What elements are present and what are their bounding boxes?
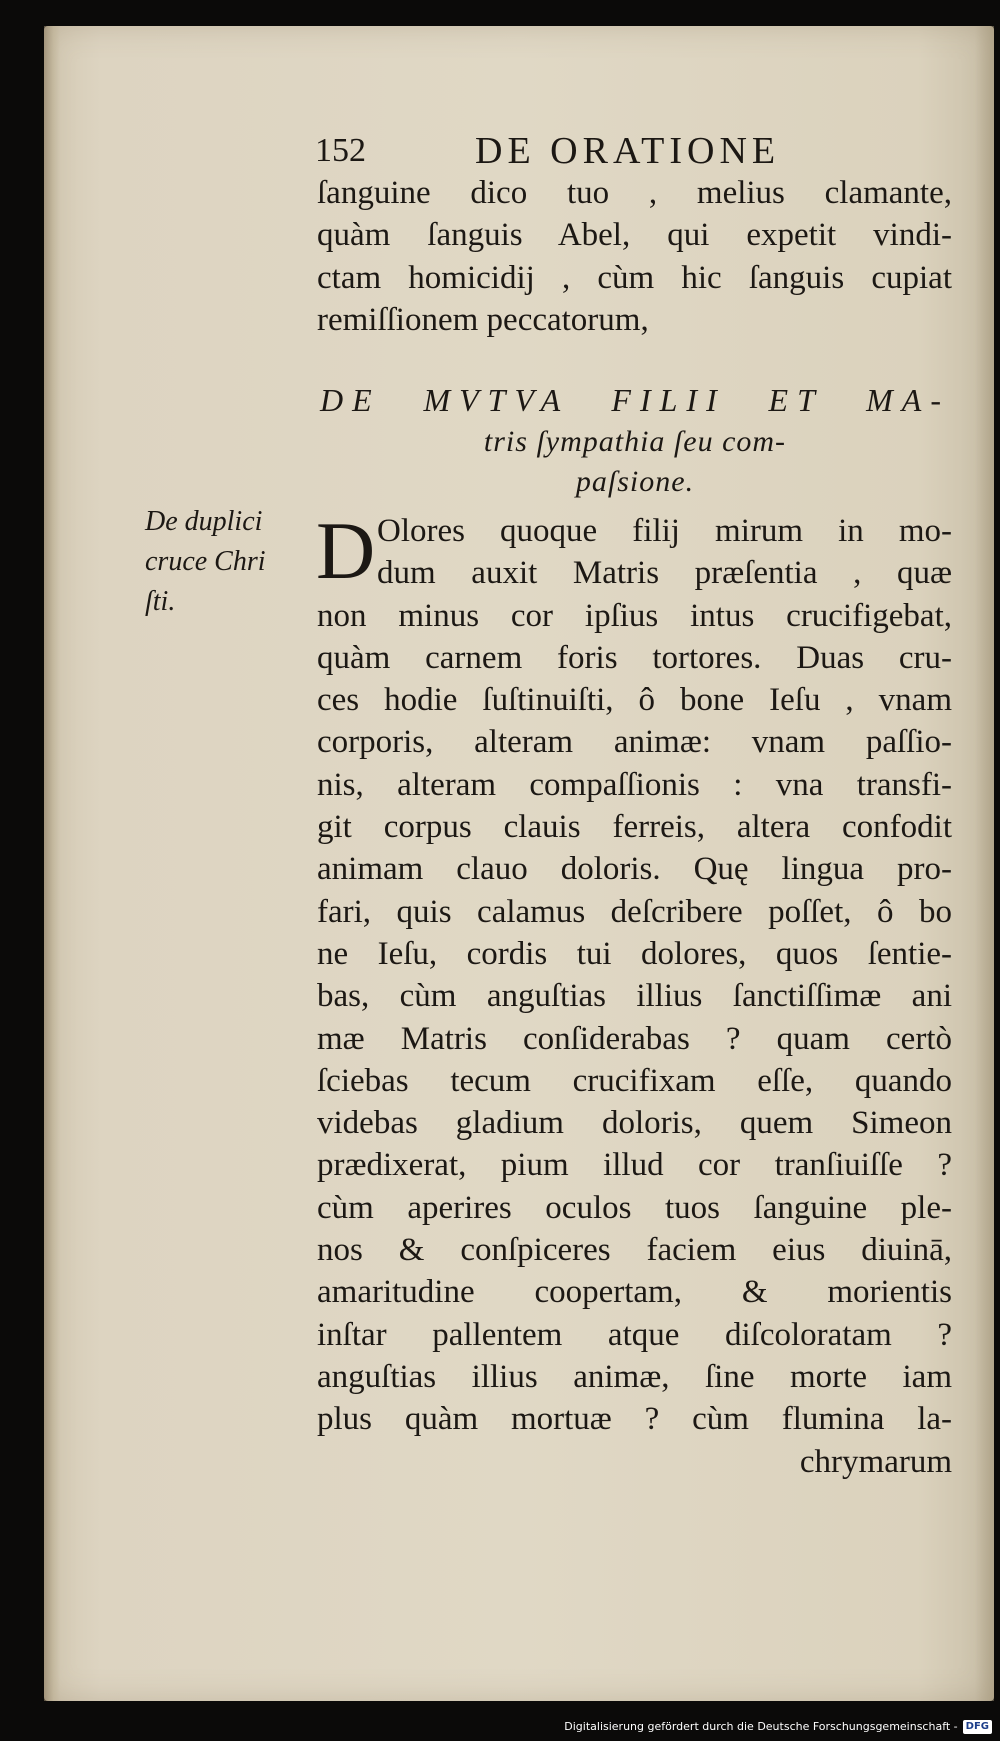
text-line: ces hodie ſuſtinuiſti, ô bone Ieſu , vnam bbox=[317, 682, 952, 719]
margin-note bbox=[145, 502, 305, 622]
text-line: dum auxit Matris præſentia , quæ bbox=[377, 555, 952, 592]
text-line: quàm carnem foris tortores. Duas cru- bbox=[317, 639, 952, 676]
dfg-logo: DFG bbox=[963, 1720, 992, 1734]
catchword: chrymarum bbox=[799, 1443, 952, 1480]
text-line: ne Ieſu, cordis tui dolores, quos ſentie- bbox=[317, 935, 952, 972]
text-line: git corpus clauis ferreis, altera confodit bbox=[317, 809, 952, 846]
funding-credit-text: Digitalisierung gefördert durch die Deutsche Forschungsgemeinschaft - bbox=[564, 1720, 958, 1733]
body-text-main bbox=[316, 505, 952, 1483]
page-right-edge-shading bbox=[975, 26, 994, 1701]
section-heading-line: tris ſympathia ſeu com- bbox=[483, 425, 787, 458]
text-line: prædixerat, pium illud cor tranſiuiſſe ? bbox=[317, 1147, 952, 1184]
margin-note-line: ſti. bbox=[145, 586, 176, 617]
text-line: ſanguine dico tuo , melius clamante, bbox=[317, 175, 952, 211]
page-header bbox=[315, 128, 855, 174]
text-line: amaritudine coopertam, & morientis bbox=[317, 1274, 952, 1311]
text-line: anguſtias illius animæ, ſine morte iam bbox=[317, 1358, 952, 1395]
section-heading-line: DE MVTVA FILII ET MA- bbox=[320, 382, 950, 418]
text-line: quàm ſanguis Abel, qui expetit vindi- bbox=[317, 217, 952, 254]
text-line: mæ Matris conſiderabas ? quam certò bbox=[317, 1020, 952, 1057]
text-line: plus quàm mortuæ ? cùm flumina la- bbox=[317, 1401, 952, 1438]
text-line: videbas gladium doloris, quem Simeon bbox=[317, 1105, 952, 1142]
section-heading-line: paſsione. bbox=[575, 465, 695, 498]
text-line: cùm aperires oculos tuos ſanguine ple- bbox=[317, 1189, 952, 1226]
text-line: remiſſionem peccatorum, bbox=[317, 301, 649, 338]
text-line: nos & conſpiceres faciem eius diuinā, bbox=[317, 1232, 952, 1269]
margin-note-line: cruce Chri bbox=[145, 546, 266, 577]
text-line: fari, quis calamus deſcribere poſſet, ô bo bbox=[317, 893, 952, 930]
digitization-footer bbox=[564, 1717, 992, 1737]
text-line: ſciebas tecum crucifixam eſſe, quando bbox=[317, 1062, 952, 1099]
text-line: inſtar pallentem atque diſcoloratam ? bbox=[317, 1316, 952, 1353]
text-line: ctam homicidij , cùm hic ſanguis cupiat bbox=[317, 259, 952, 296]
page-left-edge-shading bbox=[44, 26, 60, 1701]
text-line: non minus cor ipſius intus crucifigebat, bbox=[317, 597, 952, 634]
text-line: bas, cùm anguſtias illius ſanctiſſimæ ani bbox=[317, 978, 952, 1015]
section-heading bbox=[320, 378, 950, 502]
text-line: Olores quoque filij mirum in mo- bbox=[377, 513, 952, 549]
body-text-top bbox=[317, 172, 952, 341]
drop-cap: D bbox=[316, 505, 376, 596]
running-title: DE ORATIONE bbox=[475, 130, 781, 172]
page-number: 152 bbox=[315, 132, 366, 169]
text-line: animam clauo doloris. Quę lingua pro- bbox=[317, 851, 952, 888]
margin-note-line: De duplici bbox=[145, 506, 263, 537]
text-line: corporis, alteram animæ: vnam paſſio- bbox=[317, 724, 952, 761]
text-line: nis, alteram compaſſionis : vna transfi- bbox=[317, 766, 952, 803]
